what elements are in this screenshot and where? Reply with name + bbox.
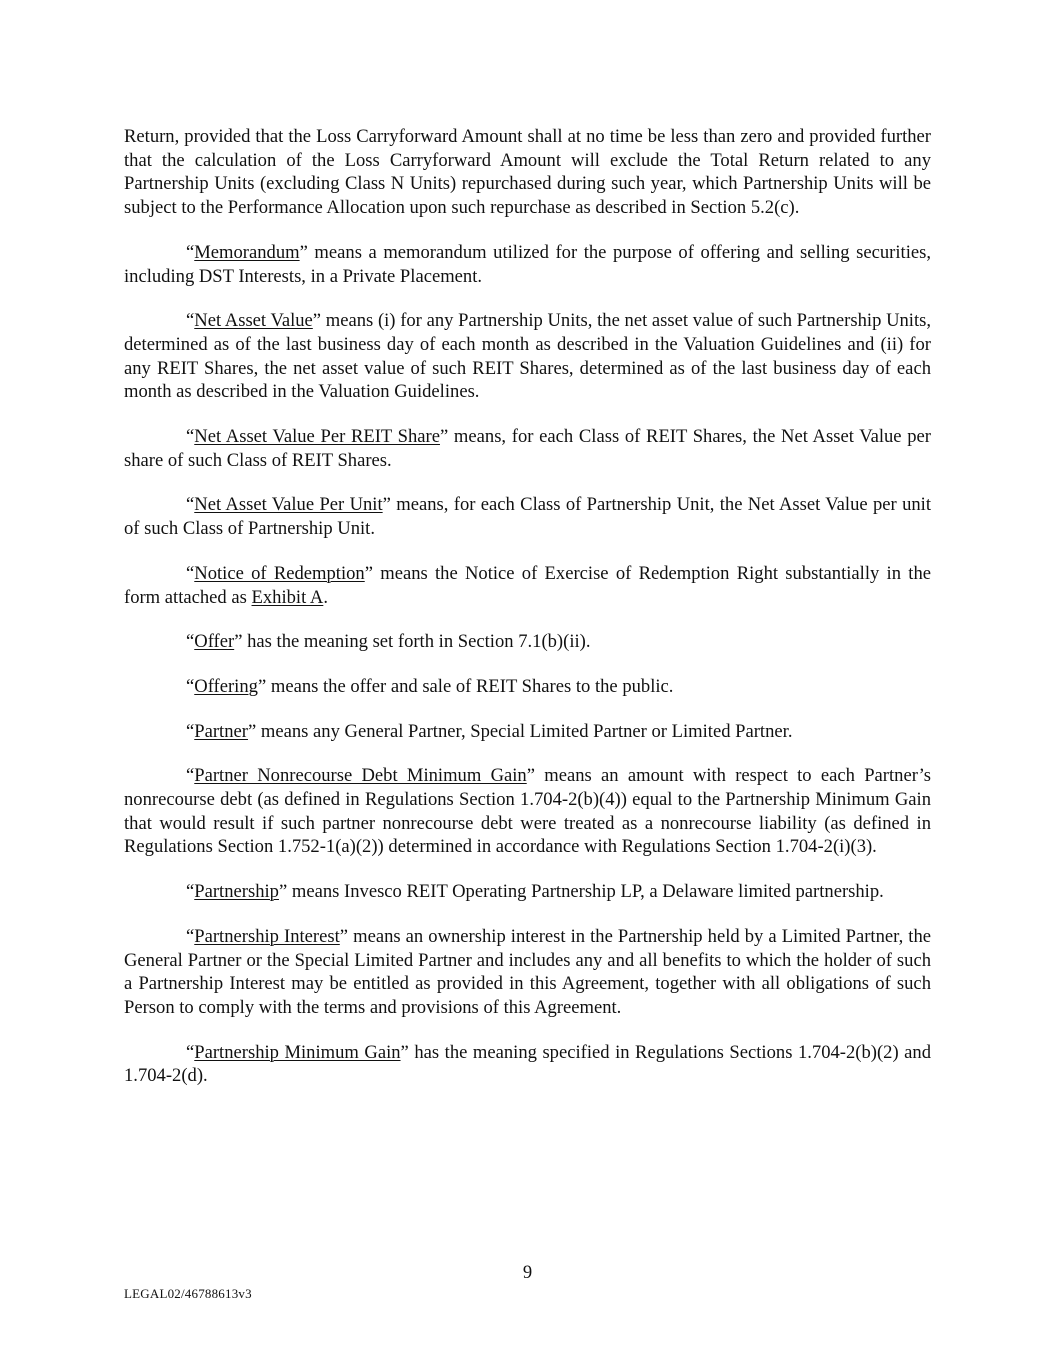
definition-partner-nonrecourse-debt-minimum-gain: “Partner Nonrecourse Debt Minimum Gain” means an amount with respect to each Partner’s nonrecourse debt (as defined in Regulations Section 1.704-2(b)(4)) equal to the Partnership Minimum Gain that would result if such partner nonrecourse debt were treated as a nonrecourse liability (as defined in Regulations Section 1.752-1(a)(2)) determined in accordance with Regulations Section 1.704-2(i)(3). <box>124 765 931 858</box>
defined-term: Notice of Redemption <box>194 562 365 584</box>
continuation-paragraph: Return, provided that the Loss Carryforward Amount shall at no time be less than zero and provided further that the calculation of the Loss Carryforward Amount will exclude the Total Return related to any Partnership Units (excluding Class N Units) repurchased during such year, which Partnership Units will be subject to the Performance Allocation upon such repurchase as described in Section 5.2(c). <box>124 126 931 219</box>
definition-partnership-minimum-gain: “Partnership Minimum Gain” has the meaning specified in Regulations Sections 1.704-2(b)(2) and 1.704-2(d). <box>124 1041 932 1087</box>
definition-nav-per-reit-share: “Net Asset Value Per REIT Share” means, for each Class of REIT Shares, the Net Asset Value per share of such Class of REIT Shares. <box>124 426 931 471</box>
definition-text: means, for each Class of REIT Shares, the Net Asset Value per share of such Class of REIT Shares. <box>124 426 931 471</box>
definition-net-asset-value: “Net Asset Value” means (i) for any Partnership Units, the net asset value of such Partnership Units, determined as of the last business day of each month as described in the Valuation Guidelines and (ii) for any REIT Shares, the net asset value of such REIT Shares, determined as of the last business day of each month as described in the Valuation Guidelines. <box>124 310 932 403</box>
definition-text: means (i) for any Partnership Units, the net asset value of such Partnership Units, determined as of the last business day of each month as described in the Valuation Guidelines and (ii) for any REIT Shares, the net asset value of such REIT Shares, determined as of the last business day of each month as described in the Valuation Guidelines. <box>124 310 932 403</box>
defined-term: Partner <box>194 720 248 742</box>
definition-text: has the meaning set forth in Section 7.1(b)(ii). <box>242 631 591 653</box>
exhibit-a-reference: Exhibit A <box>251 586 324 608</box>
defined-term: Partner Nonrecourse Debt Minimum Gain <box>194 765 527 787</box>
document-body <box>124 125 931 1109</box>
defined-term: Partnership Minimum Gain <box>194 1041 401 1063</box>
definition-offer: “Offer” has the meaning set forth in Section 7.1(b)(ii). <box>186 631 591 653</box>
page-number: 9 <box>522 1262 533 1283</box>
defined-term: Offer <box>194 631 235 653</box>
definition-text: means an amount with respect to each Partner’s nonrecourse debt (as defined in Regulations Section 1.704-2(b)(4)) equal to the Partnership Minimum Gain that would result if such partner nonrecourse debt were treated as a nonrecourse liability (as defined in Regulations Section 1.752-1(a)(2)) determined in accordance with Regulations Section 1.704-2(i)(3). <box>124 765 931 858</box>
definition-text: means a memorandum utilized for the purpose of offering and selling securities, including DST Interests, in a Private Placement. <box>124 241 931 287</box>
defined-term: Partnership Interest <box>194 925 340 947</box>
document-id: LEGAL02/46788613v3 <box>124 1286 252 1301</box>
definition-partner: “Partner” means any General Partner, Special Limited Partner or Limited Partner. <box>186 720 793 742</box>
defined-term: Partnership <box>194 881 279 903</box>
defined-term: Net Asset Value Per REIT Share <box>194 426 440 448</box>
definition-text: means Invesco REIT Operating Partnership LP, a Delaware limited partnership. <box>287 881 884 903</box>
definition-partnership: “Partnership” means Invesco REIT Operating Partnership LP, a Delaware limited partnership. <box>186 881 884 903</box>
definition-text: means, for each Class of Partnership Unit, the Net Asset Value per unit of such Class of Partnership Unit. <box>124 494 931 540</box>
definition-text: means any General Partner, Special Limited Partner or Limited Partner. <box>256 720 793 742</box>
definition-text: means an ownership interest in the Partnership held by a Limited Partner, the General Partner or the Special Limited Partner and includes any and all benefits to which the holder of such a Partnership Interest may be entitled as provided in this Agreement, together with all obligations of such Person to comply with the terms and provisions of this Agreement. <box>124 925 932 1018</box>
defined-term: Net Asset Value <box>194 310 313 332</box>
definition-offering: “Offering” means the offer and sale of REIT Shares to the public. <box>186 675 674 697</box>
definition-memorandum: “Memorandum” means a memorandum utilized for the purpose of offering and selling securities, including DST Interests, in a Private Placement. <box>124 241 931 287</box>
defined-term: Net Asset Value Per Unit <box>194 494 383 516</box>
definition-text: has the meaning specified in Regulations Sections 1.704-2(b)(2) and 1.704-2(d). <box>124 1041 932 1087</box>
definition-text: means the Notice of Exercise of Redemption Right substantially in the form attached as <box>124 562 931 608</box>
definition-text: means the offer and sale of REIT Shares to the public. <box>266 675 674 697</box>
defined-term: Offering <box>194 675 258 697</box>
definition-notice-of-redemption: “Notice of Redemption” means the Notice of Exercise of Redemption Right substantially in the form attached as Exhibit A. <box>124 562 931 608</box>
definition-nav-per-unit: “Net Asset Value Per Unit” means, for each Class of Partnership Unit, the Net Asset Value per unit of such Class of Partnership Unit. <box>124 494 931 540</box>
defined-term: Memorandum <box>194 241 300 263</box>
definition-partnership-interest: “Partnership Interest” means an ownership interest in the Partnership held by a Limited Partner, the General Partner or the Special Limited Partner and includes any and all benefits to which the holder of such a Partnership Interest may be entitled as provided in this Agreement, together with all obligations of such Person to comply with the terms and provisions of this Agreement. <box>124 925 932 1018</box>
